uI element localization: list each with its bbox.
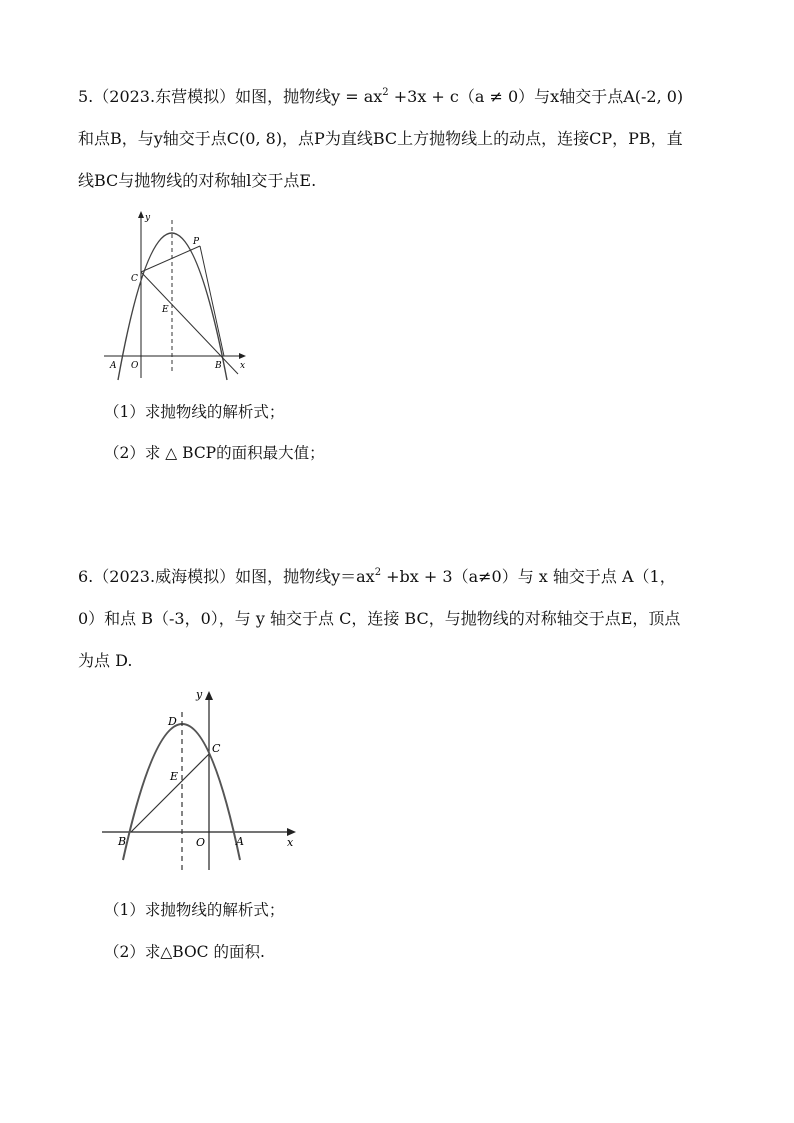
p6-label-d: D — [168, 715, 177, 728]
p5-line-pb — [200, 246, 224, 356]
p6-line-bc — [131, 754, 209, 832]
problem5-line1-b: +3x + c（a ≠ 0）与x轴交于点A(-2, 0) — [388, 87, 684, 106]
p5-line-cp — [141, 246, 200, 272]
p6-label-y: y — [196, 688, 203, 701]
p5-label-b: B — [215, 361, 222, 371]
problem5-line3: 线BC与抛物线的对称轴l交于点E. — [78, 171, 317, 190]
p6-label-c: C — [212, 742, 221, 755]
p5-line-bc — [141, 272, 238, 374]
problem6-line2: 0）和点 B（-3，0），与 y 轴交于点 C，连接 BC，与抛物线的对称轴交于点E，顶点 — [78, 609, 681, 628]
problem6-question2: （2）求△BOC 的面积. — [104, 943, 265, 961]
problem5-question2: （2）求 △ BCP的面积最大值； — [104, 444, 325, 462]
p5-label-o: O — [131, 361, 139, 371]
problem6-line3: 为点 D. — [78, 651, 133, 670]
p6-label-x: x — [287, 836, 294, 849]
problem5-line1 — [78, 87, 683, 107]
p5-label-x: x — [240, 361, 246, 371]
problem5-exponent: 2 — [382, 87, 389, 98]
p6-label-a: A — [236, 835, 244, 848]
problem6-line1-a: 6.（2023.威海模拟）如图，抛物线y＝ax — [78, 567, 375, 586]
p5-label-c: C — [131, 274, 138, 284]
problem5-question1: （1）求抛物线的解析式； — [104, 403, 285, 421]
problem6-line1-b: +bx + 3（a≠0）与 x 轴交于点 A（1， — [381, 567, 676, 586]
p5-label-e: E — [162, 305, 169, 315]
p5-y-arrow — [138, 211, 144, 218]
p5-x-arrow — [239, 353, 246, 359]
problem5-line2: 和点B，与y轴交于点C(0, 8)，点P为直线BC上方抛物线上的动点，连接CP，PB，直 — [78, 129, 683, 148]
p5-label-y: y — [145, 213, 151, 223]
p6-label-e: E — [170, 770, 179, 783]
problem5-line1-a: 5.（2023.东营模拟）如图，抛物线y = ax — [78, 87, 383, 106]
problem6-figure — [95, 682, 305, 882]
problem6-exponent: 2 — [374, 567, 382, 578]
p6-label-b: B — [118, 835, 127, 848]
p5-label-a: A — [110, 361, 117, 371]
p5-label-p: P — [193, 237, 200, 247]
p6-x-arrow — [287, 828, 296, 836]
problem6-question1: （1）求抛物线的解析式； — [104, 901, 285, 919]
problem6-line1 — [78, 567, 676, 587]
p6-y-arrow — [205, 691, 213, 700]
problem5-figure — [100, 205, 260, 385]
p6-label-o: O — [196, 836, 206, 849]
